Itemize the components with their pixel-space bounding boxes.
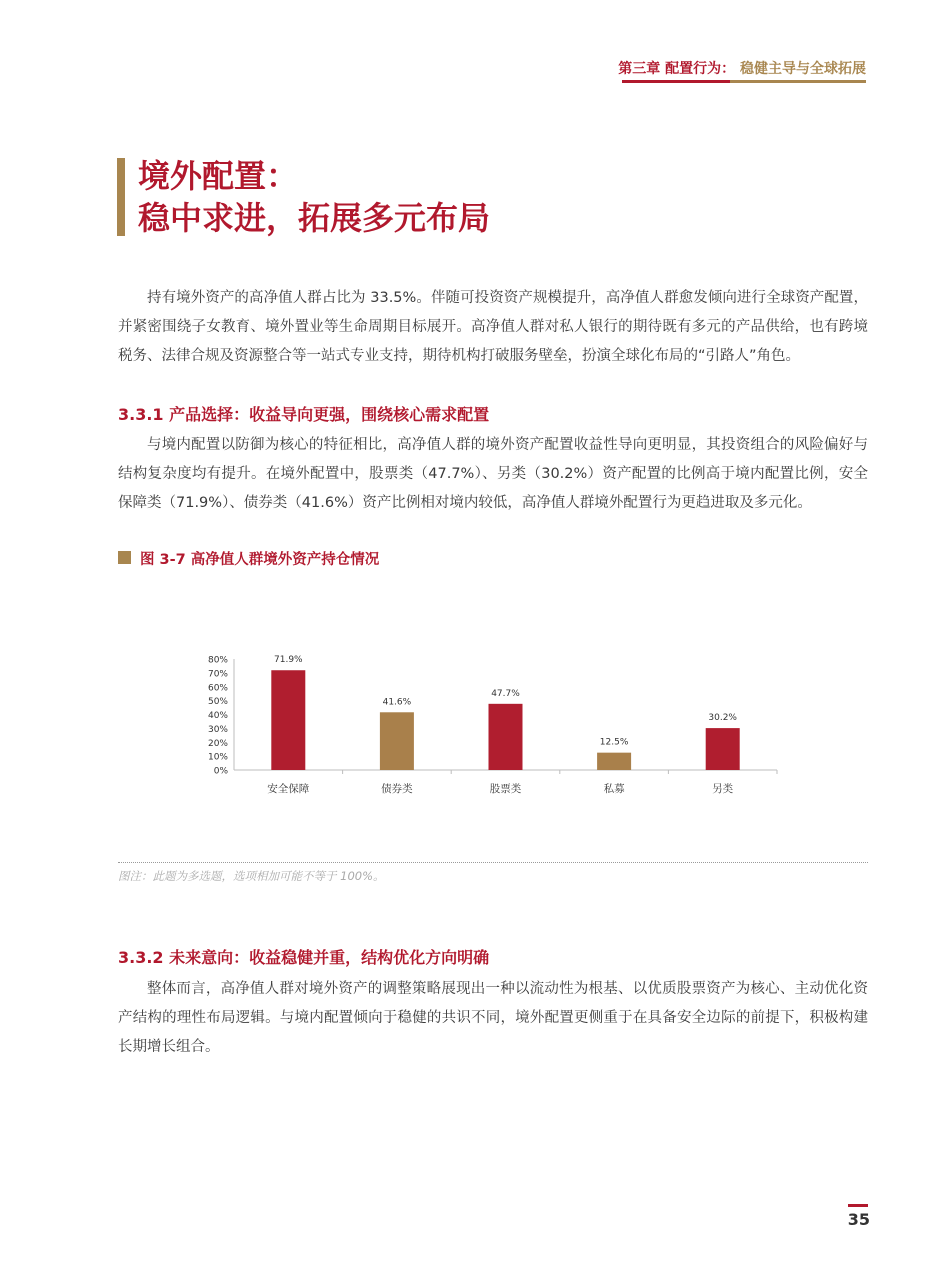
x-category-label: 债券类 [381, 783, 413, 795]
chapter-title: 配置行为： [665, 61, 736, 77]
figure-note: 图注：此题为多选题，选项相加可能不等于 100%。 [118, 869, 385, 883]
y-tick-label: 30% [207, 724, 228, 735]
bar-value-label: 30.2% [708, 713, 737, 724]
x-category-label: 安全保障 [267, 783, 310, 795]
header-rule-red [622, 80, 730, 83]
chapter-header [618, 58, 866, 78]
y-tick-label: 60% [207, 683, 228, 694]
page-number: 35 [847, 1210, 870, 1229]
bar-value-label: 47.7% [491, 688, 520, 699]
page-number-rule [848, 1204, 868, 1207]
y-tick-label: 80% [207, 655, 228, 666]
section-3-3-2-paragraph: 整体而言，高净值人群对境外资产的调整策略展现出一种以流动性为根基、以优质股票资产为核心、主动优化资产结构的理性布局逻辑。与境内配置倾向于稳健的共识不同，境外配置更侧重于在具备安全边际的前提下，积极构建长期增长组合。 [118, 981, 868, 1055]
intro-paragraph: 持有境外资产的高净值人群占比为 33.5%。伴随可投资资产规模提升，高净值人群愈发倾向进行全球资产配置，并紧密围绕子女教育、境外置业等生命周期目标展开。高净值人群对私人银行的期待既有多元的产品供给，也有跨境税务、法律合规及资源整合等一站式专业支持，期待机构打破服务壁垒，扮演全球化布局的“引路人”角色。 [118, 290, 868, 364]
header-rule-gold [730, 80, 866, 83]
section-3-3-1-paragraph: 与境内配置以防御为核心的特征相比，高净值人群的境外资产配置收益性导向更明显，其投资组合的风险偏好与结构复杂度均有提升。在境外配置中，股票类（47.7%）、另类（30.2%）资产配置的比例高于境内配置比例，安全保障类（71.9%）、债券类（41.6%）资产比例相对境内较低，高净值人群境外配置行为更趋进取及多元化。 [118, 437, 868, 511]
bar [380, 712, 414, 770]
y-tick-label: 10% [207, 752, 228, 763]
page-title-line2: 稳中求进，拓展多元布局 [138, 199, 491, 237]
chapter-label: 第三章 [618, 61, 661, 77]
bar [271, 670, 305, 770]
figure-marker [118, 551, 131, 564]
bar [489, 704, 523, 770]
bar-chart [200, 645, 790, 805]
figure-title: 图 3-7 高净值人群境外资产持仓情况 [140, 552, 380, 568]
bar [597, 753, 631, 770]
section-heading-3-3-2: 3.3.2 未来意向：收益稳健并重，结构优化方向明确 [118, 948, 490, 967]
y-tick-label: 20% [207, 738, 228, 749]
y-tick-label: 0% [213, 766, 228, 777]
bar-value-label: 12.5% [599, 737, 629, 748]
title-accent-bar [117, 158, 125, 236]
section-heading-3-3-1: 3.3.1 产品选择：收益导向更强，围绕核心需求配置 [118, 405, 490, 424]
bar-value-label: 71.9% [274, 655, 303, 666]
dotted-divider [118, 862, 868, 863]
x-category-label: 私募 [603, 783, 625, 795]
y-tick-label: 40% [207, 711, 228, 721]
y-tick-label: 50% [207, 697, 228, 708]
x-category-label: 另类 [712, 783, 734, 795]
chapter-subtitle: 稳健主导与全球拓展 [740, 61, 866, 77]
y-tick-label: 70% [207, 669, 228, 680]
bar [706, 728, 740, 770]
page-title [138, 155, 490, 239]
x-category-label: 股票类 [489, 783, 522, 795]
bar-value-label: 41.6% [382, 697, 412, 708]
page-title-line1: 境外配置： [138, 157, 299, 195]
